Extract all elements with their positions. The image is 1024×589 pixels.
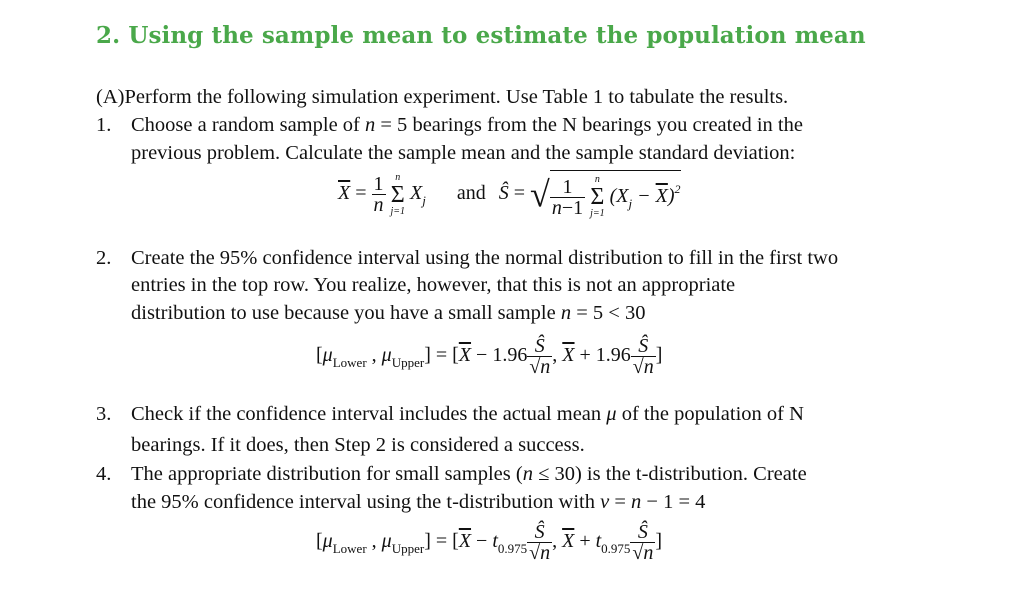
- n-var-2: n: [643, 356, 654, 378]
- x-j: $X_j$: [410, 182, 426, 209]
- root-n-t2: √n: [632, 542, 654, 564]
- normal-ci-formula: [$\mu_{Lower}$ , $\mu_{Upper}] = [\overline{X} - 1.96$ $\frac{Ŝ}{√n}$ , $\overline{X} + 1.96$ $\frac{Ŝ}{√n}$ ]: [316, 335, 663, 378]
- equals-sign-2: =: [513, 182, 531, 205]
- item-4-leq: ≤ 30: [532, 463, 575, 485]
- item-2-text-a: distribution to use because you have a small sample: [131, 302, 561, 324]
- s-over-root-n-t2: [630, 522, 655, 563]
- sum-upper: n: [395, 171, 401, 183]
- z-value-2: 1.96: [595, 344, 631, 367]
- item-1-math-n: n: [365, 114, 376, 136]
- n-var: n: [551, 196, 562, 219]
- equals-sign: =: [355, 182, 372, 205]
- s-hat-num-t2: Ŝ: [630, 522, 655, 543]
- s-over-root-n-2: [631, 336, 656, 377]
- xbar-t1: $\overline{X}$: [458, 530, 472, 553]
- summation-1: [391, 173, 406, 217]
- item-3-line-2: bearings. If it does, then Step 2 is considered a success.: [131, 434, 585, 456]
- item-4-eq: =: [609, 491, 632, 513]
- squared-term: $(X_j - \overline{X})^2$: [609, 181, 681, 211]
- s-hat-num-1: Ŝ: [527, 336, 552, 357]
- sqrt-symbol: √: [530, 174, 550, 215]
- upper-sub-t: Upper: [391, 541, 425, 557]
- n-var-t2: n: [643, 542, 654, 564]
- item-2-math-n: n: [560, 302, 572, 324]
- item-1-eq: = 5: [375, 114, 408, 136]
- root-n-t1: √n: [529, 542, 551, 564]
- frac-num-2: 1: [550, 177, 585, 198]
- section-heading: 2. Using the sample mean to estimate the population mean: [96, 22, 866, 49]
- frac-den-2: n−1: [551, 196, 584, 219]
- n-var-1: n: [540, 356, 551, 378]
- item-3-text-a: Check if the confidence interval includes the actual mean: [131, 403, 607, 425]
- sigma-symbol: Σ: [390, 181, 405, 208]
- item-3-math-mu: μ: [606, 403, 617, 425]
- item-1-text-a: Choose a random sample of: [131, 114, 365, 136]
- part-a-line: [96, 87, 788, 108]
- item-4-math-nu: ν: [600, 491, 610, 513]
- sum-upper-2: n: [594, 174, 600, 185]
- sigma-symbol-2: Σ: [590, 184, 605, 210]
- and-word: and: [456, 182, 486, 205]
- part-a-label: (A): [96, 86, 125, 108]
- s-hat: Ŝ: [498, 182, 509, 205]
- one-over-n: [372, 174, 386, 215]
- item-1-text-b: bearings from the N bearings you created in the: [407, 114, 803, 136]
- lower-sub: Lower: [332, 355, 367, 371]
- item-3-line-1: [131, 404, 804, 425]
- n-var-t1: n: [540, 542, 551, 564]
- item-3-text-b: of the population of N: [616, 403, 804, 425]
- item-4-math-n: n: [522, 463, 533, 485]
- item-4-line-2: [131, 492, 705, 513]
- item-2-number: 2.: [96, 247, 112, 269]
- t-sub-1: 0.975: [497, 541, 528, 557]
- xbar-1: $\overline{X}$: [458, 344, 472, 367]
- mu-lower: μ: [322, 344, 333, 367]
- item-1-line-2: previous problem. Calculate the sample mean and the sample standard deviation:: [131, 142, 796, 164]
- item-2-line-2: entries in the top row. You realize, however, that this is not an appropriate: [131, 274, 736, 296]
- xbar-2: $\overline{X}$: [562, 344, 575, 367]
- upper-sub: Upper: [391, 355, 425, 371]
- item-2-text-b: = 5 < 30: [571, 302, 646, 324]
- sum-lower: j=1: [390, 205, 406, 217]
- root-n-2: √n: [632, 356, 654, 378]
- item-4-line-1: [131, 464, 807, 485]
- summation-2: [590, 175, 605, 219]
- item-4-number: 4.: [96, 463, 112, 485]
- exponent: 2: [674, 181, 681, 196]
- t-symbol-1: t: [492, 530, 498, 553]
- sqrt-content: [550, 170, 681, 219]
- one-over-n-minus-1: [550, 177, 585, 218]
- root-n-1: √n: [529, 356, 551, 378]
- t-symbol-2: t: [595, 530, 602, 553]
- item-4-text-d: − 1 = 4: [641, 491, 706, 513]
- part-a-text: Perform the following simulation experiment. Use Table 1 to tabulate the results.: [124, 86, 789, 108]
- s-hat-num-t1: Ŝ: [527, 522, 552, 543]
- t-sub-2: 0.975: [601, 541, 631, 557]
- item-4-text-b: ) is the t-distribution. Create: [574, 463, 807, 485]
- mu-upper: μ: [381, 344, 392, 367]
- item-4-text-c: the 95% confidence interval using the t-distribution with: [131, 491, 601, 513]
- z-value-1: 1.96: [492, 344, 528, 367]
- xbar-t2: $\overline{X}$: [562, 530, 575, 553]
- item-1-line-1: [131, 115, 803, 136]
- item-2-line-1: Create the 95% confidence interval using the normal distribution to fill in the first two: [131, 247, 839, 269]
- lower-sub-t: Lower: [332, 541, 367, 557]
- mu-lower-t: μ: [322, 530, 333, 553]
- item-4-math-n2: n: [631, 491, 642, 513]
- item-1-number: 1.: [96, 114, 112, 136]
- item-4-text-a: The appropriate distribution for small samples (: [131, 463, 523, 485]
- item-2-line-3: [131, 303, 645, 324]
- frac-num: 1: [373, 173, 384, 195]
- xbar-symbol: $\overline{X}$: [338, 182, 351, 205]
- t-ci-formula: [$\mu_{Lower}$ , $\mu_{Upper}] = [\overline{X} - t_{0.975}$ $\frac{Ŝ}{√n}$ , $\overline{X} + t_{0.975}$ $\frac{Ŝ}{√n}$ ]: [316, 521, 663, 564]
- s-hat-num-2: Ŝ: [631, 336, 656, 357]
- s-over-root-n-1: [527, 336, 552, 377]
- mu-upper-t: μ: [381, 530, 392, 553]
- mean-std-formula: [338, 170, 681, 219]
- s-over-root-n-t1: [527, 522, 552, 563]
- frac-den: n: [373, 194, 384, 216]
- sum-lower-2: j=1: [590, 208, 605, 219]
- item-3-number: 3.: [96, 403, 112, 425]
